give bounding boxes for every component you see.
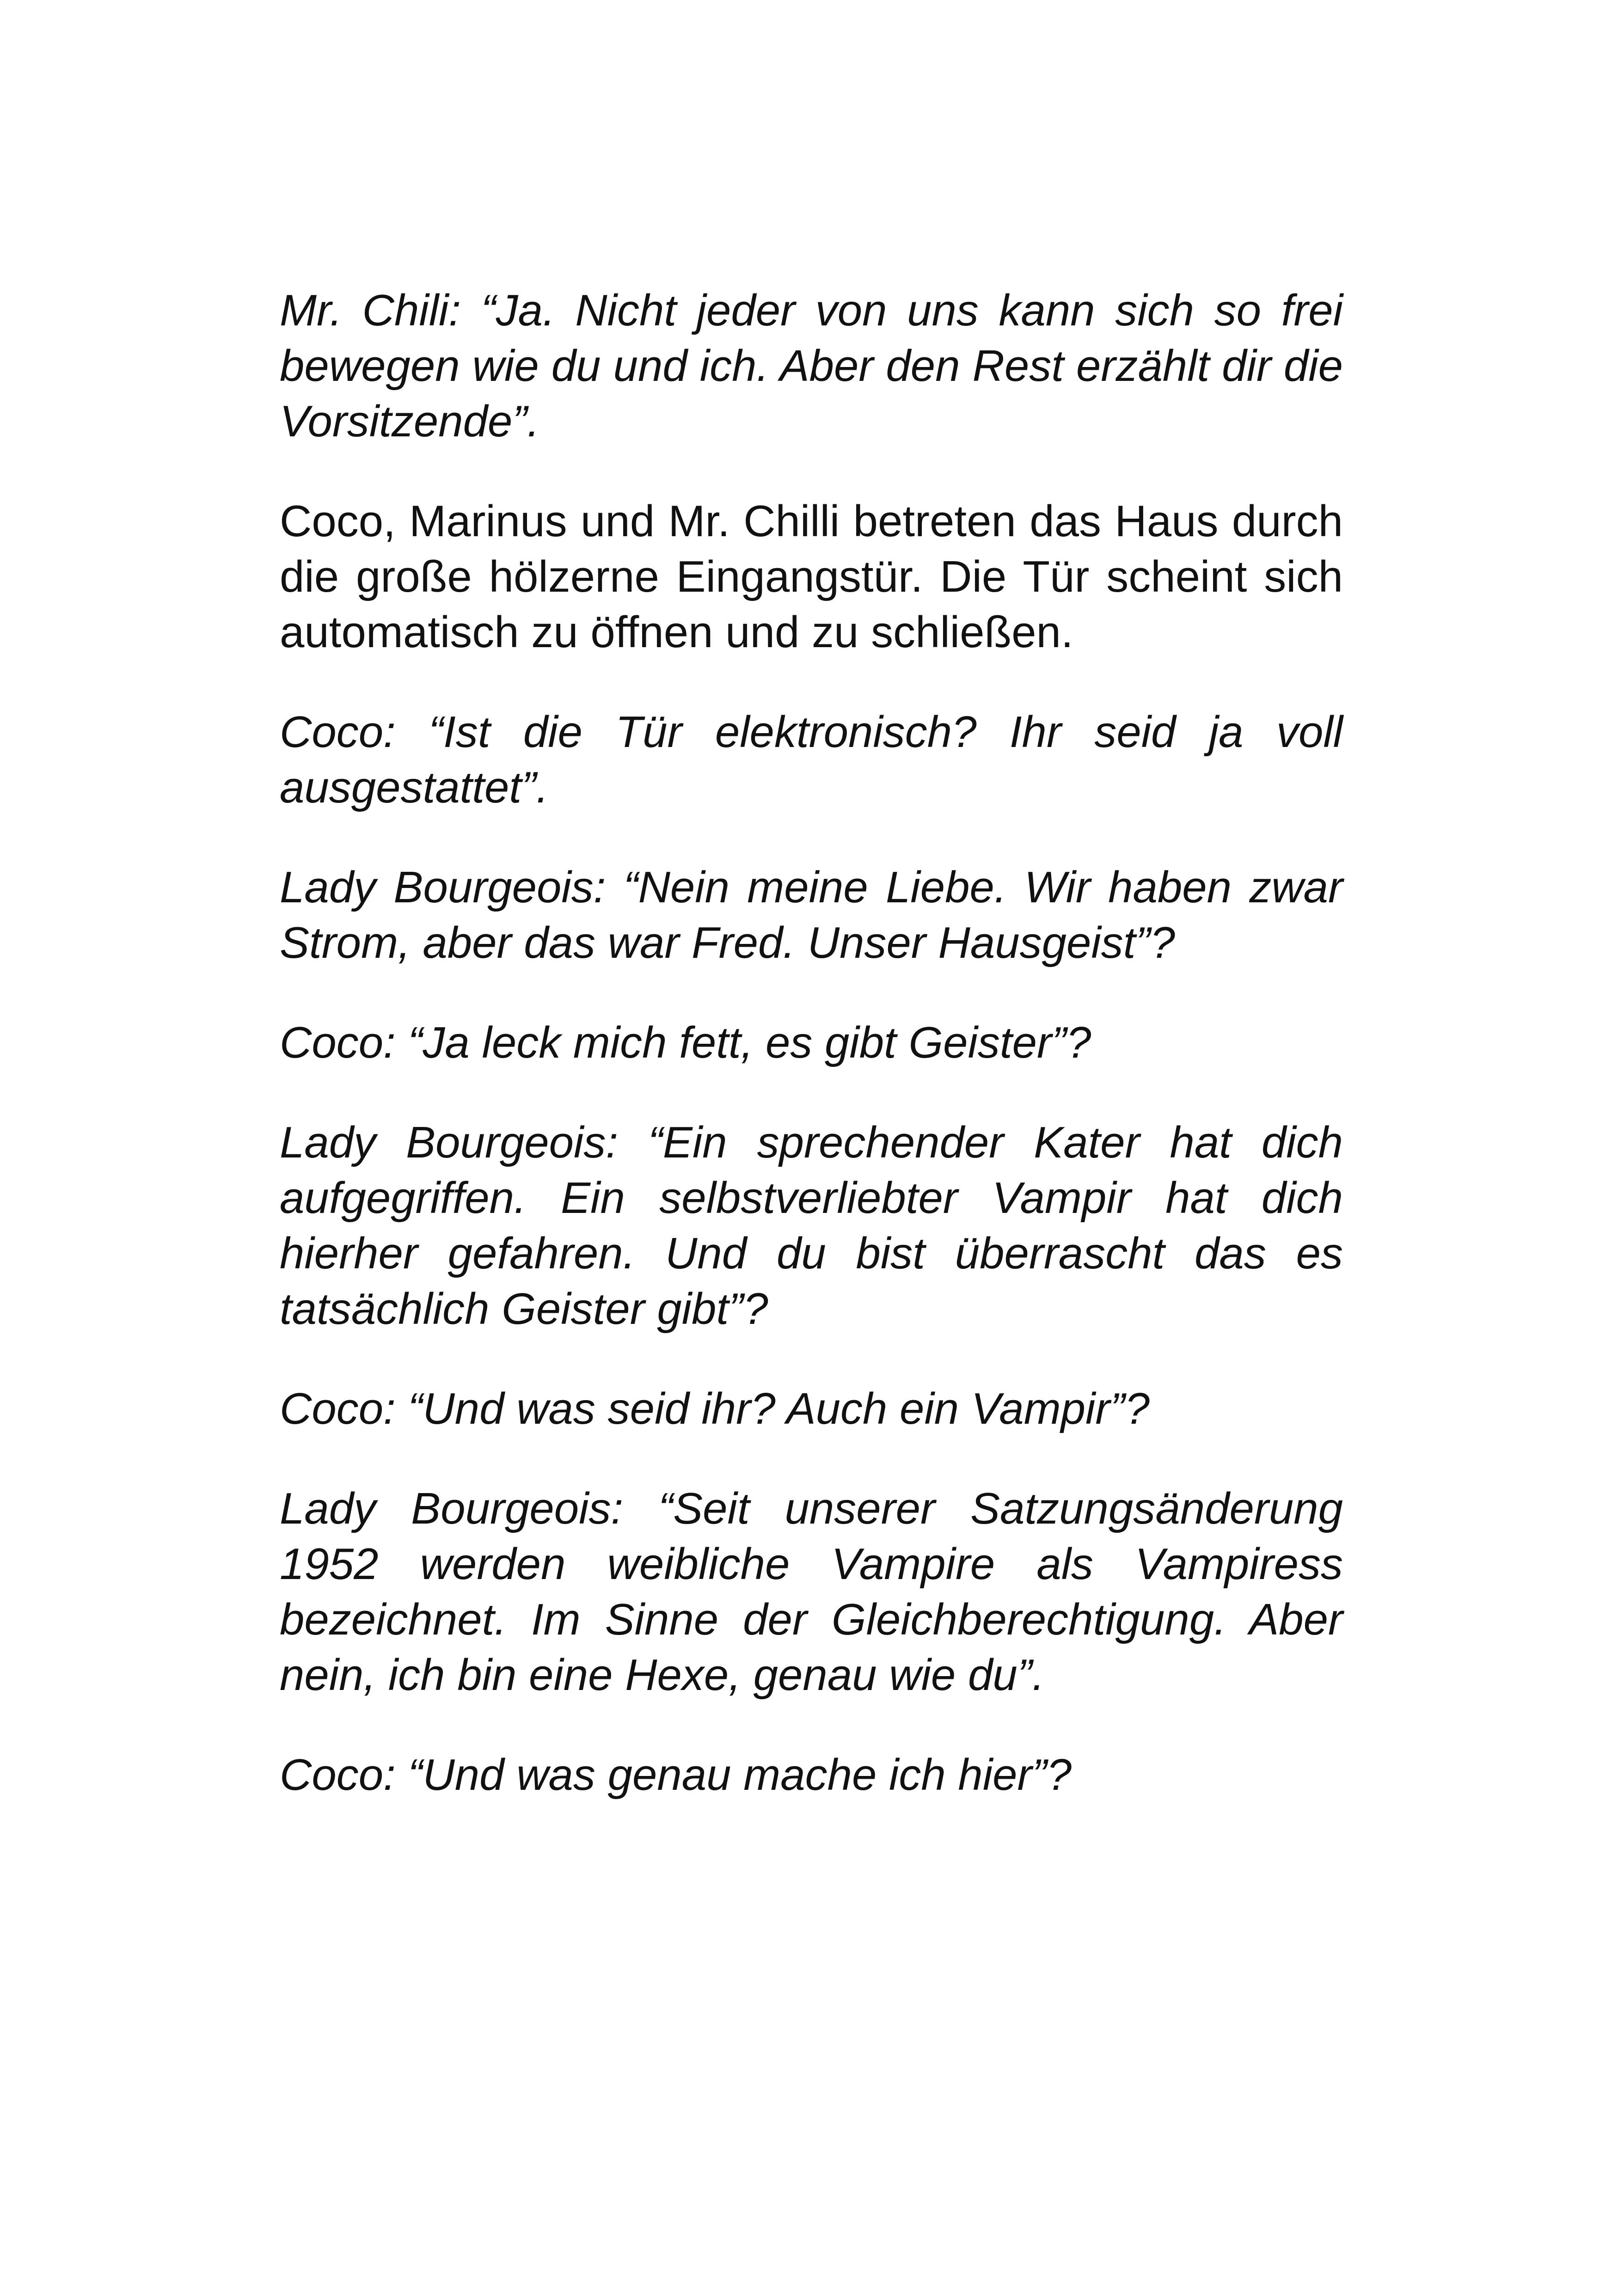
dialogue-paragraph-coco: Coco: “Ist die Tür elektronisch? Ihr seid ja voll ausgestattet”. <box>280 707 1343 812</box>
dialogue-paragraph-coco: Coco: “Und was genau mache ich hier”? <box>280 1750 1072 1800</box>
dialogue-paragraph-lady-bourgeois: Lady Bourgeois: “Seit unserer Satzungsänderung 1952 werden weibliche Vampire als Vampiress bezeichnet. Im Sinne der Gleichberechtigung. Aber nein, ich bin eine Hexe, genau wie du”. <box>280 1484 1343 1700</box>
dialogue-paragraph-coco: Coco: “Ja leck mich fett, es gibt Geister”? <box>280 1018 1091 1067</box>
dialogue-paragraph-lady-bourgeois: Lady Bourgeois: “Nein meine Liebe. Wir haben zwar Strom, aber das war Fred. Unser Hausgeist”? <box>280 863 1343 967</box>
dialogue-paragraph-coco: Coco: “Und was seid ihr? Auch ein Vampir”? <box>280 1384 1150 1433</box>
dialogue-paragraph-mr-chili: Mr. Chili: “Ja. Nicht jeder von uns kann sich so frei bewegen wie du und ich. Aber den Rest erzählt dir die Vorsitzende”. <box>280 286 1343 446</box>
story-text <box>280 283 1343 1847</box>
narration-paragraph: Coco, Marinus und Mr. Chilli betreten das Haus durch die große hölzerne Eingangstür. Die Tür scheint sich automatisch zu öffnen und zu schließen. <box>280 496 1343 657</box>
dialogue-paragraph-lady-bourgeois: Lady Bourgeois: “Ein sprechender Kater hat dich aufgegriffen. Ein selbstverliebter Vampir hat dich hierher gefahren. Und du bist überrascht das es tatsächlich Geister gibt”? <box>280 1118 1343 1334</box>
